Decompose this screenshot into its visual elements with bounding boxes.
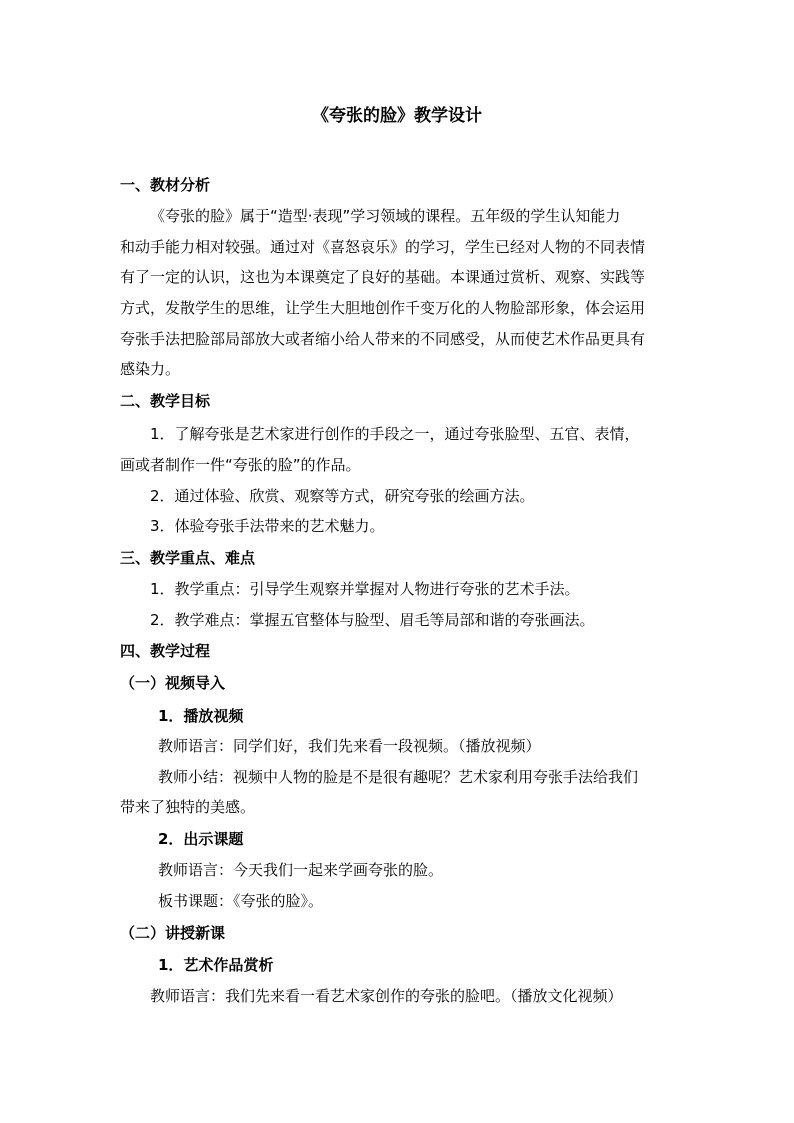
- key-point-item: 1．教学重点：引导学生观察并掌握对人物进行夸张的艺术手法。: [150, 580, 580, 598]
- paragraph-line: 板书课题：《夸张的脸》。: [158, 892, 324, 910]
- difficulty-item: 2．教学难点：掌握五官整体与脸型、眉毛等局部和谐的夸张画法。: [150, 611, 595, 629]
- step-heading: 1．艺术作品赏析: [158, 956, 274, 974]
- step-heading: 2．出示课题: [158, 830, 244, 848]
- section-heading-key-points: 三、教学重点、难点: [120, 549, 256, 567]
- step-heading: 1．播放视频: [158, 707, 244, 725]
- paragraph-line: 教师小结：视频中人物的脸是不是很有趣呢？艺术家利用夸张手法给我们: [158, 768, 639, 786]
- objective-item: 3．体验夸张手法带来的艺术魅力。: [150, 517, 385, 535]
- subsection-heading-video: （一）视频导入: [120, 674, 226, 692]
- objective-item-cont: 画或者制作一件“夸张的脸”的作品。: [120, 456, 361, 474]
- paragraph-line: 和动手能力相对较强。通过对《喜怒哀乐》的学习，学生已经对人物的不同表情: [120, 238, 646, 256]
- section-heading-process: 四、教学过程: [120, 642, 211, 660]
- paragraph-line: 教师语言：同学们好，我们先来看一段视频。（播放视频）: [158, 737, 541, 755]
- paragraph-line: 带来了独特的美感。: [120, 798, 256, 816]
- paragraph-line: 夸张手法把脸部局部放大或者缩小给人带来的不同感受，从而使艺术作品更具有: [120, 330, 646, 348]
- subsection-heading-new-lesson: （二）讲授新课: [120, 924, 226, 942]
- section-heading-objectives: 二、教学目标: [120, 392, 211, 410]
- paragraph-line: 教师语言：我们先来看一看艺术家创作的夸张的脸吧。（播放文化视频）: [150, 987, 623, 1005]
- paragraph-line: 《夸张的脸》属于“造型·表现”学习领域的课程。五年级的学生认知能力: [150, 207, 621, 225]
- paragraph-line: 感染力。: [120, 360, 181, 378]
- objective-item: 1．了解夸张是艺术家进行创作的手段之一，通过夸张脸型、五官、表情，: [150, 425, 640, 443]
- paragraph-line: 有了一定的认识，这也为本课奠定了良好的基础。本课通过赏析、观察、实践等: [120, 268, 646, 286]
- paragraph-line: 方式，发散学生的思维，让学生大胆地创作千变万化的人物脸部形象，体会运用: [120, 299, 646, 317]
- document-title: 《夸张的脸》教学设计: [312, 106, 482, 126]
- paragraph-line: 教师语言：今天我们一起来学画夸张的脸。: [158, 861, 444, 879]
- objective-item: 2．通过体验、欣赏、观察等方式，研究夸张的绘画方法。: [150, 487, 535, 505]
- section-heading-analysis: 一、教材分析: [120, 176, 211, 194]
